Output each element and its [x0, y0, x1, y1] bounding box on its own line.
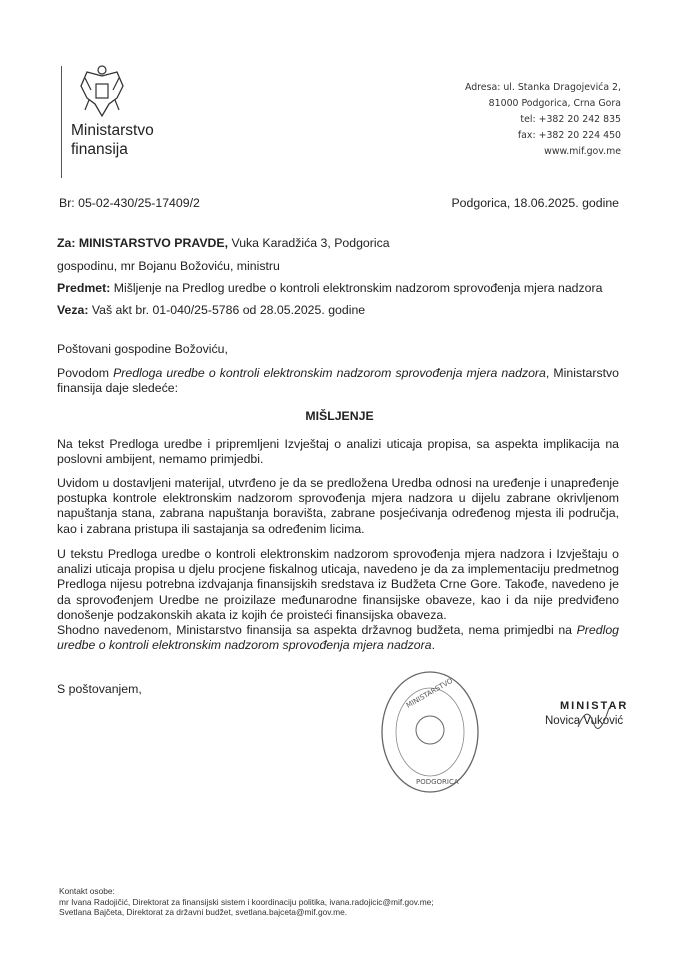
- date: Podgorica, 18.06.2025. godine: [451, 196, 619, 210]
- recipient-person: gospodinu, mr Bojanu Božoviću, ministru: [57, 259, 280, 273]
- reference-text: Vaš akt br. 01-040/25-5786 od 28.05.2025. godine: [88, 303, 366, 317]
- fax: fax: +382 20 224 450: [517, 130, 621, 141]
- paragraph-2: Uvidom u dostavljeni materijal, utvrđeno je da se predložena Uredba odnosi na uređenje i unapređenje postupka kontrole elektronskim nadzorom sprovođenja mjera nadzora u dijelu zabrane okrivljenom napuštanja stana, zabrana napuštanja boravišta, zabrane posjećivanja određenog mjesta ili područja, kao i zabrana pristupa ili sastajanja sa određenim licima.: [57, 476, 619, 536]
- address-block: [465, 80, 621, 160]
- address-line: Adresa: ul. Stanka Dragojevića 2,: [464, 82, 621, 93]
- conclusion-paragraph: [57, 623, 619, 653]
- reference-label: Veza:: [57, 303, 89, 317]
- intro-paragraph: [57, 366, 619, 396]
- svg-text:MINISTARSTVO: MINISTARSTVO: [405, 676, 455, 710]
- coat-of-arms-icon: [77, 64, 127, 120]
- subject: [57, 281, 602, 297]
- intro-italic: Predloga uredbe o kontroli elektronskim nadzorom sprovođenja mjera nadzora: [113, 366, 546, 380]
- recipient-label: Za: MINISTARSTVO PRAVDE,: [57, 236, 229, 250]
- signature-title: MINISTAR: [560, 700, 629, 712]
- intro-pre: Povodom: [57, 366, 114, 380]
- contact-person: mr Ivana Radojičić, Direktorat za finansijski sistem i koordinaciju politika, ivana.radojicic@mif.gov.me;: [59, 896, 434, 907]
- recipient: [57, 236, 390, 252]
- recipient-address: Vuka Karadžića 3, Podgorica: [228, 236, 390, 250]
- reference: [57, 303, 365, 319]
- subject-text: Mišljenje na Predlog uredbe o kontroli elektronskim nadzorom sprovođenja mjera nadzora: [110, 281, 603, 295]
- official-seal-icon: [378, 668, 482, 796]
- handwritten-signature-icon: [575, 702, 615, 732]
- reference-number: Br: 05-02-430/25-17409/2: [59, 196, 200, 210]
- ministry-name: [71, 121, 154, 159]
- conclusion-italic: Predlog uredbe o kontroli elektronskim nadzorom sprovođenja mjera nadzora: [57, 623, 619, 653]
- contact-person: Svetlana Bajčeta, Direktorat za državni budžet, svetlana.bajceta@mif.gov.me.: [59, 907, 348, 917]
- website: www.mif.gov.me: [544, 146, 621, 157]
- contact-block: [59, 886, 434, 918]
- salutation: Poštovani gospodine Božoviću,: [57, 342, 228, 356]
- address-city: 81000 Podgorica, Crna Gora: [488, 98, 621, 109]
- ministry-line-1: Ministarstvo: [71, 122, 154, 139]
- closing: S poštovanjem,: [57, 682, 142, 696]
- svg-text:PODGORICA: PODGORICA: [416, 778, 459, 786]
- paragraph-3: U tekstu Predloga uredbe o kontroli elektronskim nadzorom sprovođenja mjera nadzora i Izvještaju o analizi uticaja propisa u djelu procjene fiskalnog uticaja, navedeno je da za implementaciju predmetnog Predloga nijesu potrebna izdvajanja finansijskih sredstava iz Budžeta Crne Gore. Takođe, navedeno je da sprovođenjem Uredbe ne proizilaze međunarodne finansijske obaveze, kao i da nije predviđeno donošenje podzakonskih akata iz kojih će proisteći finansijska obaveza.: [57, 547, 619, 622]
- subject-label: Predmet:: [57, 281, 111, 295]
- opinion-heading: MIŠLJENJE: [305, 409, 374, 423]
- contact-label: Kontakt osobe:: [59, 886, 115, 896]
- intro-post: , Ministarstvo finansija daje sledeće:: [57, 366, 620, 396]
- signature-name: Novica Vuković: [545, 715, 624, 727]
- conclusion-pre: Shodno navedenom, Ministarstvo finansija sa aspekta državnog budžeta, nema primjedbi na: [57, 623, 577, 637]
- phone: tel: +382 20 242 835: [520, 114, 621, 125]
- conclusion-post: .: [431, 638, 435, 653]
- paragraph-1: Na tekst Predloga uredbe i pripremljeni Izvještaj o analizi uticaja propisa, sa aspekta implikacija na poslovni ambijent, nemamo primjedbi.: [57, 437, 619, 467]
- header-divider: [61, 66, 62, 178]
- ministry-line-2: finansija: [71, 141, 128, 158]
